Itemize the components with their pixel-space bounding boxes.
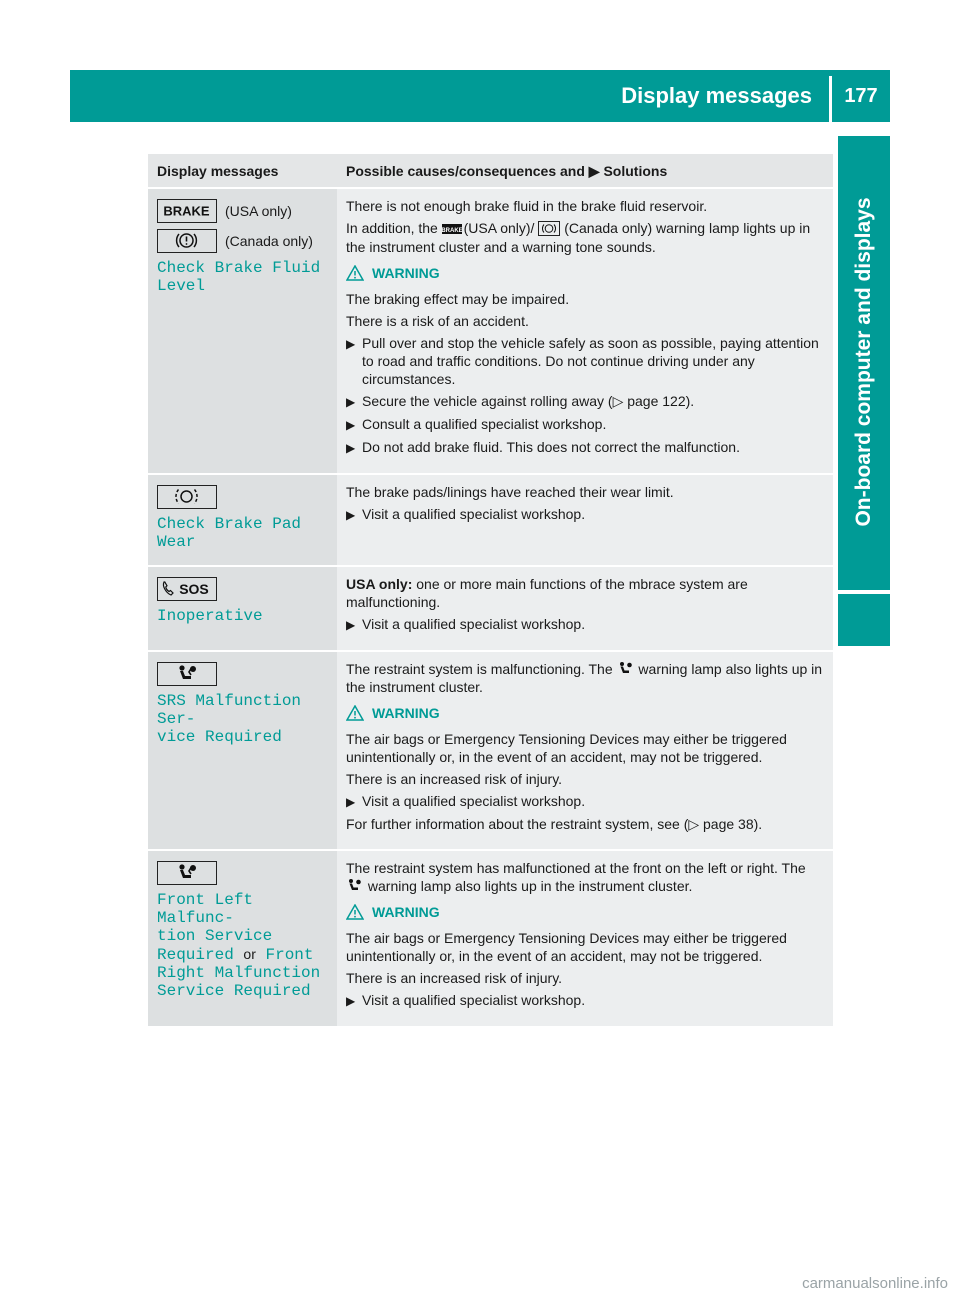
instruction-step: ▶ Visit a qualified specialist workshop. — [346, 506, 586, 522]
warning-triangle-icon — [346, 705, 364, 721]
warning-heading: WARNING — [346, 704, 825, 722]
step-arrow-icon: ▶ — [346, 795, 356, 809]
display-message-text: Inoperative — [157, 607, 263, 625]
page-title: Display messages — [621, 83, 812, 108]
instruction-step: ▶ Visit a qualified specialist workshop. — [346, 616, 586, 632]
svg-text:BRAKE: BRAKE — [441, 228, 462, 234]
brake-warning-icon — [442, 222, 460, 238]
step-arrow-icon: ▶ — [346, 508, 356, 522]
warning-triangle-icon — [346, 904, 364, 920]
table-row: SOS Inoperative USA only: one or more main functions of the mbrace system are malfunctioning. ▶ Visit a qualified specialist workshop. — [148, 566, 833, 651]
display-message-text: Front Left Malfunc‐ tion Service Required or Front Right Malfunction Service Required — [157, 891, 321, 1000]
section-marker — [838, 594, 890, 646]
section-tab-label: On-board computer and displays — [852, 197, 875, 527]
instruction-step: ▶ Pull over and stop the vehicle safely as soon as possible, paying attention to road and traffic conditions. Do not continue driving under any circumstances. — [346, 335, 819, 387]
warning-heading: WARNING — [346, 264, 825, 282]
step-arrow-icon: ▶ — [346, 441, 356, 455]
srs-airbag-icon — [157, 861, 217, 885]
brake-circle-icon — [538, 221, 560, 236]
instruction-step: ▶ Visit a qualified specialist workshop. — [346, 992, 586, 1008]
instruction-step: ▶ Do not add brake fluid. This does not correct the malfunction. — [346, 439, 740, 455]
step-arrow-icon: ▶ — [346, 418, 356, 432]
srs-airbag-icon — [346, 878, 364, 894]
warning-triangle-icon — [346, 265, 364, 281]
table-row: Check Brake Pad Wear The brake pads/linings have reached their wear limit. ▶ Visit a qualified specialist workshop. — [148, 474, 833, 566]
step-arrow-icon: ▶ — [346, 618, 356, 632]
col-header-causes: Possible causes/consequences and ▶ Solutions — [337, 154, 833, 188]
sos-phone-icon — [157, 577, 217, 601]
step-arrow-icon: ▶ — [346, 994, 356, 1008]
display-messages-table — [148, 154, 833, 1026]
instruction-step: ▶ Secure the vehicle against rolling away (▷ page 122). — [346, 393, 695, 409]
warning-heading: WARNING — [346, 903, 825, 921]
srs-airbag-icon — [617, 661, 635, 677]
svg-text:BRAKE: BRAKE — [163, 203, 210, 219]
brake-circle-icon — [157, 229, 217, 253]
srs-airbag-icon — [157, 662, 217, 686]
table-row: SRS Malfunction Ser‐ vice Required The restraint system is malfunctioning. The warning lamp also lights up in the instrument cluster. WARNING The air bags or Emergency Tensioning Devices may either be triggered unintentionally or, in the event of an accident, may not be triggered. There is an increased risk of injury. ▶ Visit a qualified specialist workshop. For further information about the restraint system, see (▷ page 38). — [148, 651, 833, 850]
brake-warning-icon — [157, 199, 217, 223]
instruction-step: ▶ Visit a qualified specialist workshop. — [346, 793, 586, 809]
display-message-text: SRS Malfunction Ser‐ vice Required — [157, 692, 302, 746]
step-arrow-icon: ▶ — [346, 395, 356, 409]
page-number: 177 — [844, 85, 878, 107]
instruction-step: ▶ Consult a qualified specialist workshop. — [346, 416, 607, 432]
solution-arrow-icon: ▶ — [588, 163, 600, 179]
brake-pad-wear-icon — [157, 485, 217, 509]
step-arrow-icon: ▶ — [346, 337, 356, 351]
display-message-text: Check Brake Fluid Level — [157, 259, 321, 295]
display-message-text: Check Brake Pad Wear — [157, 515, 302, 551]
watermark: carmanualsonline.info — [802, 1275, 948, 1292]
table-row: Front Left Malfunc‐ tion Service Required or Front Right Malfunction Service Required The restraint system has malfunctioned at the front on the left or right. The warning lamp also lights up in the instrument cluster. WARNING The air bags or Emergency Tensioning Devices may either be triggered unintentionally or, in the event of an accident, may not be triggered. There is an increased risk of injury. ▶ Visit a qualified specialist workshop. — [148, 850, 833, 1026]
table-row: BRAKE (USA only) (Canada only) Check Brake Fluid Level There is not enough brake fluid in the brake fluid reservoir. In addition, the BRAKE (USA only)/ (Canada only) warning lamp lights up in the instrument cluster and a warning tone sounds. WARNING The braking effect may be impaired. There is a risk of an accident. ▶ Pull over and stop the vehicle safely as soon as possible, paying attention to road and traffic conditions. Do not continue driving under any circumstances. ▶ Secure the vehicle against rolling away (▷ page 122). ▶ Consult a qualified specialist workshop. ▶ Do not add brake fluid. This does not correct the malfunction. — [148, 188, 833, 474]
svg-text:SOS: SOS — [179, 581, 209, 597]
col-header-display-messages: Display messages — [148, 154, 337, 188]
page-header — [70, 70, 890, 122]
